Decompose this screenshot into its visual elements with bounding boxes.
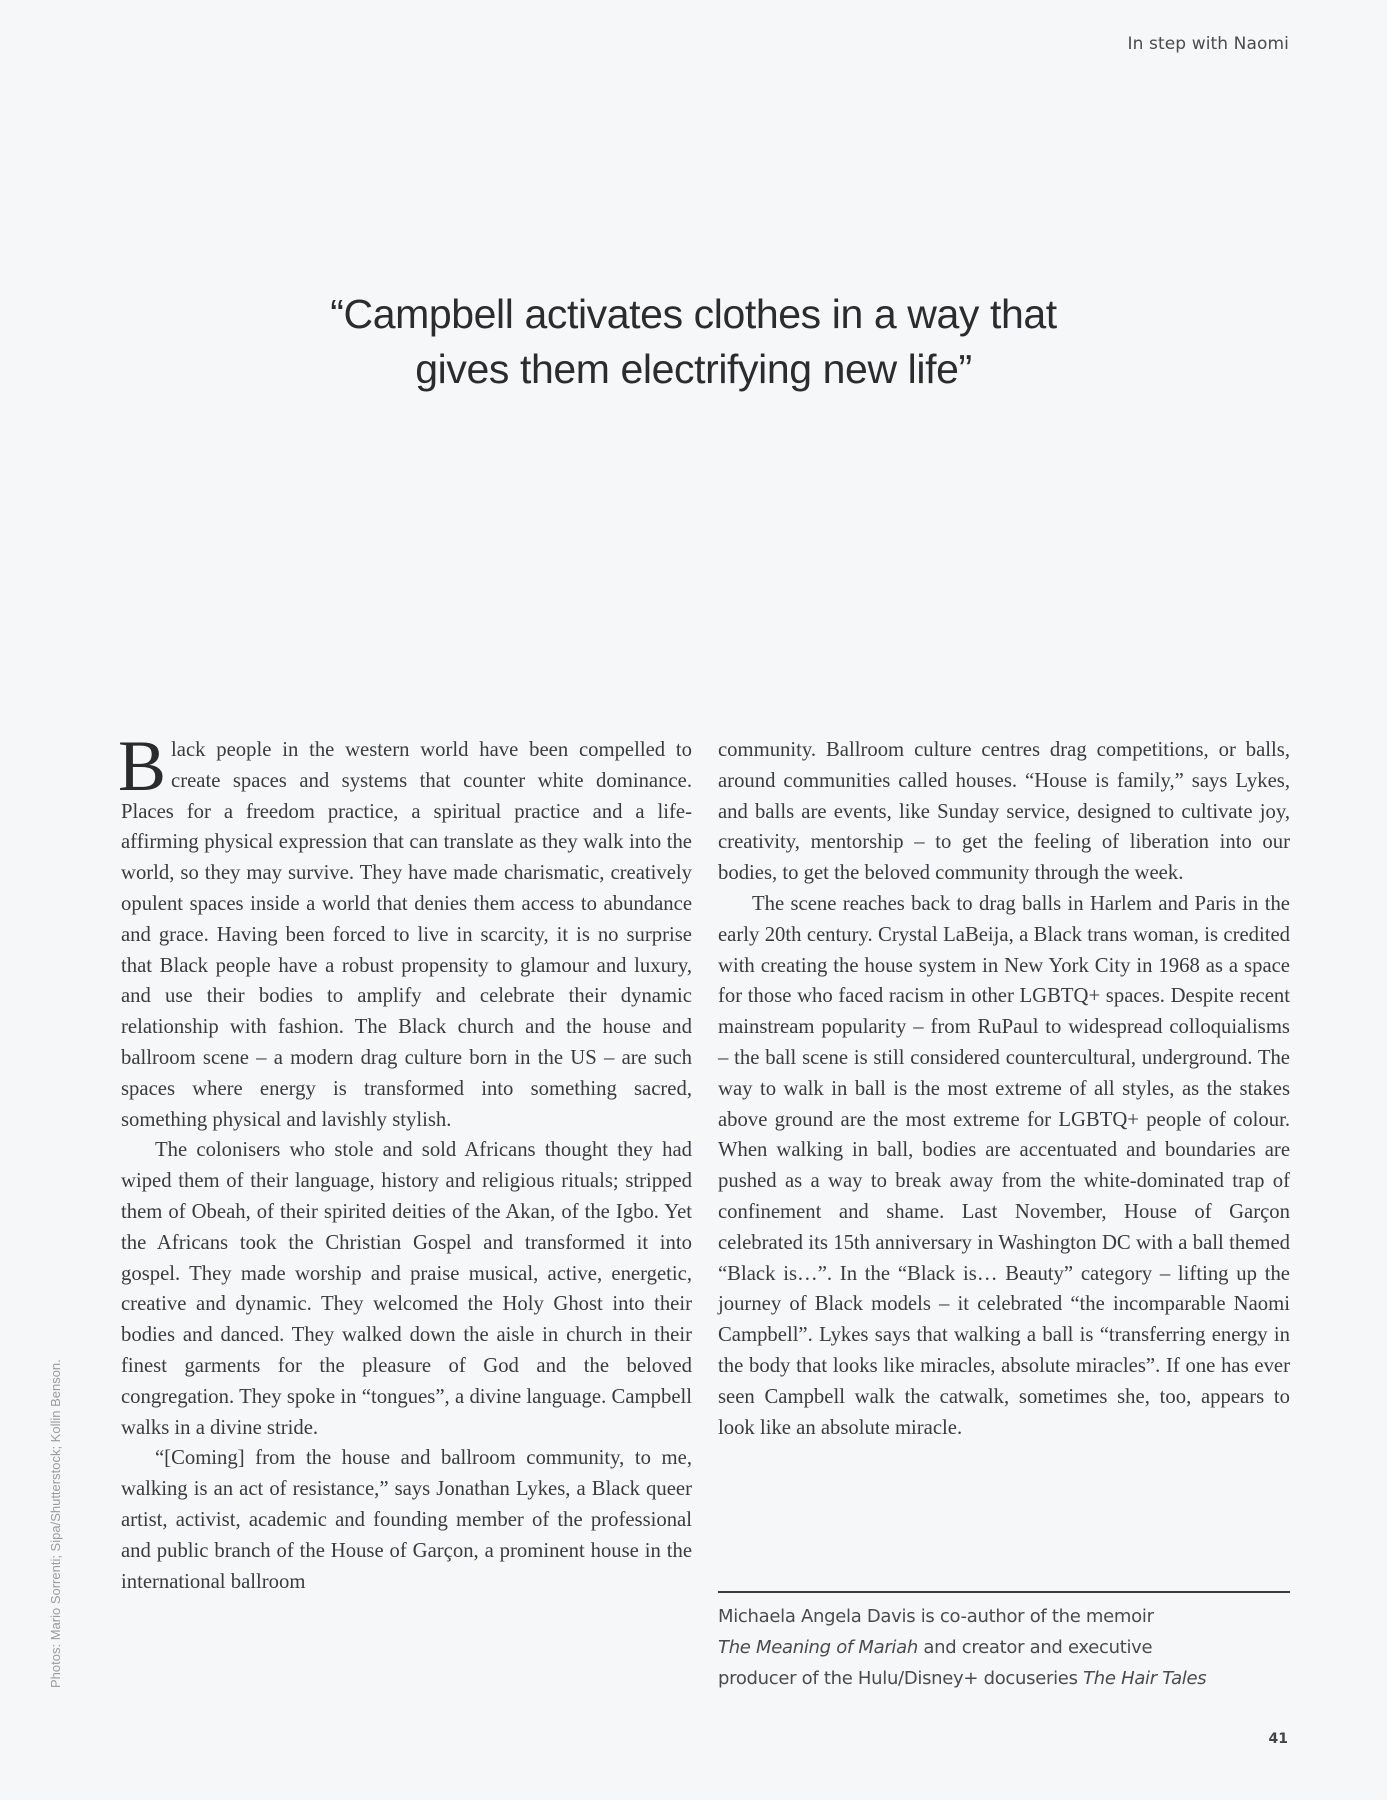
pull-quote-line-1: “Campbell activates clothes in a way that xyxy=(330,291,1057,337)
article-column-left xyxy=(118,726,692,1597)
bio-text: producer of the Hulu/Disney+ docuseries xyxy=(718,1668,1084,1689)
pull-quote-line-2: gives them electrifying new life” xyxy=(415,346,972,392)
author-bio xyxy=(718,1601,1298,1694)
page-number: 41 xyxy=(1268,1731,1288,1747)
bio-line-3 xyxy=(718,1663,1298,1694)
bio-divider xyxy=(718,1591,1290,1593)
article-paragraph xyxy=(118,726,692,1135)
article-paragraph: “[Coming] from the house and ballroom community, to me, walking is an act of resistance,” says Jonathan Lykes, a Black queer artist, activist, academic and founding member of the professional and public branch of the House of Garçon, a prominent house in the international ballroom xyxy=(121,1447,692,1593)
bio-book-title: The Meaning of Mariah xyxy=(718,1637,918,1658)
article-paragraph: The colonisers who stole and sold Africans thought they had wiped them of their language, history and religious rituals; stripped them of Obeah, of their spirited deities of the Akan, of the Igbo. Yet the Africans took the Christian Gospel and transformed it into gospel. They made worship and praise musical, active, energetic, creative and dynamic. They welcomed the Holy Ghost into their bodies and danced. They walked down the aisle in church in their finest garments for the pleasure of God and the beloved congregation. They spoke in “tongues”, a divine language. Campbell walks in a divine stride. xyxy=(121,1139,692,1439)
bio-line-2 xyxy=(718,1632,1298,1663)
article-column-right xyxy=(718,735,1290,1443)
paragraph-text: lack people in the western world have been compelled to create spaces and systems that counter white dominance. Places for a freedom practice, a spiritual practice and a life-affirming physical expression that can translate as they walk into the world, so they may survive. They have made charismatic, creatively opulent spaces inside a world that denies them access to abundance and grace. Having been forced to live in scarcity, it is no surprise that Black people have a robust propensity to glamour and luxury, and use their bodies to amplify and celebrate their dynamic relationship with fashion. The Black church and the house and ballroom scene – a modern drag culture born in the US – are such spaces where energy is transformed into something sacred, something physical and lavishly stylish. xyxy=(121,739,692,1131)
bio-series-title: The Hair Tales xyxy=(1083,1668,1207,1689)
bio-line-1: Michaela Angela Davis is co-author of the memoir xyxy=(718,1606,1154,1627)
photo-credit: Photos: Mario Sorrenti; Sipa/Shutterstock; Kollin Benson. xyxy=(48,1359,63,1688)
running-head: In step with Naomi xyxy=(1127,34,1289,54)
article-paragraph: community. Ballroom culture centres drag competitions, or balls, around communities called houses. “House is family,” says Lykes, and balls are events, like Sunday service, designed to cultivate joy, creativity, mentorship – to get the feeling of liberation into our bodies, to get the beloved community through the week. xyxy=(718,739,1290,885)
bio-text: and creator and executive xyxy=(917,1637,1153,1658)
article-paragraph: The scene reaches back to drag balls in Harlem and Paris in the early 20th century. Crystal LaBeija, a Black trans woman, is credited with creating the house system in New York City in 1968 as a space for those who faced racism in other LGBTQ+ spaces. Despite recent mainstream popularity – from RuPaul to widespread colloquialisms – the ball scene is still considered countercultural, underground. The way to walk in ball is the most extreme of all styles, as the stakes above ground are the most extreme for LGBTQ+ people of colour. When walking in ball, bodies are accentuated and boundaries are pushed as a way to break away from the white-dominated trap of confinement and shame. Last November, House of Garçon celebrated its 15th anniversary in Washington DC with a ball themed “Black is…”. In the “Black is… Beauty” category – lifting up the journey of Black models – it celebrated “the incomparable Naomi Campbell”. Lykes says that walking a ball is “transferring energy in the body that looks like miracles, absolute miracles”. If one has ever seen Campbell walk the catwalk, sometimes she, too, appears to look like an absolute miracle. xyxy=(718,892,1290,1439)
drop-cap: B xyxy=(118,726,167,806)
pull-quote xyxy=(170,287,1217,397)
